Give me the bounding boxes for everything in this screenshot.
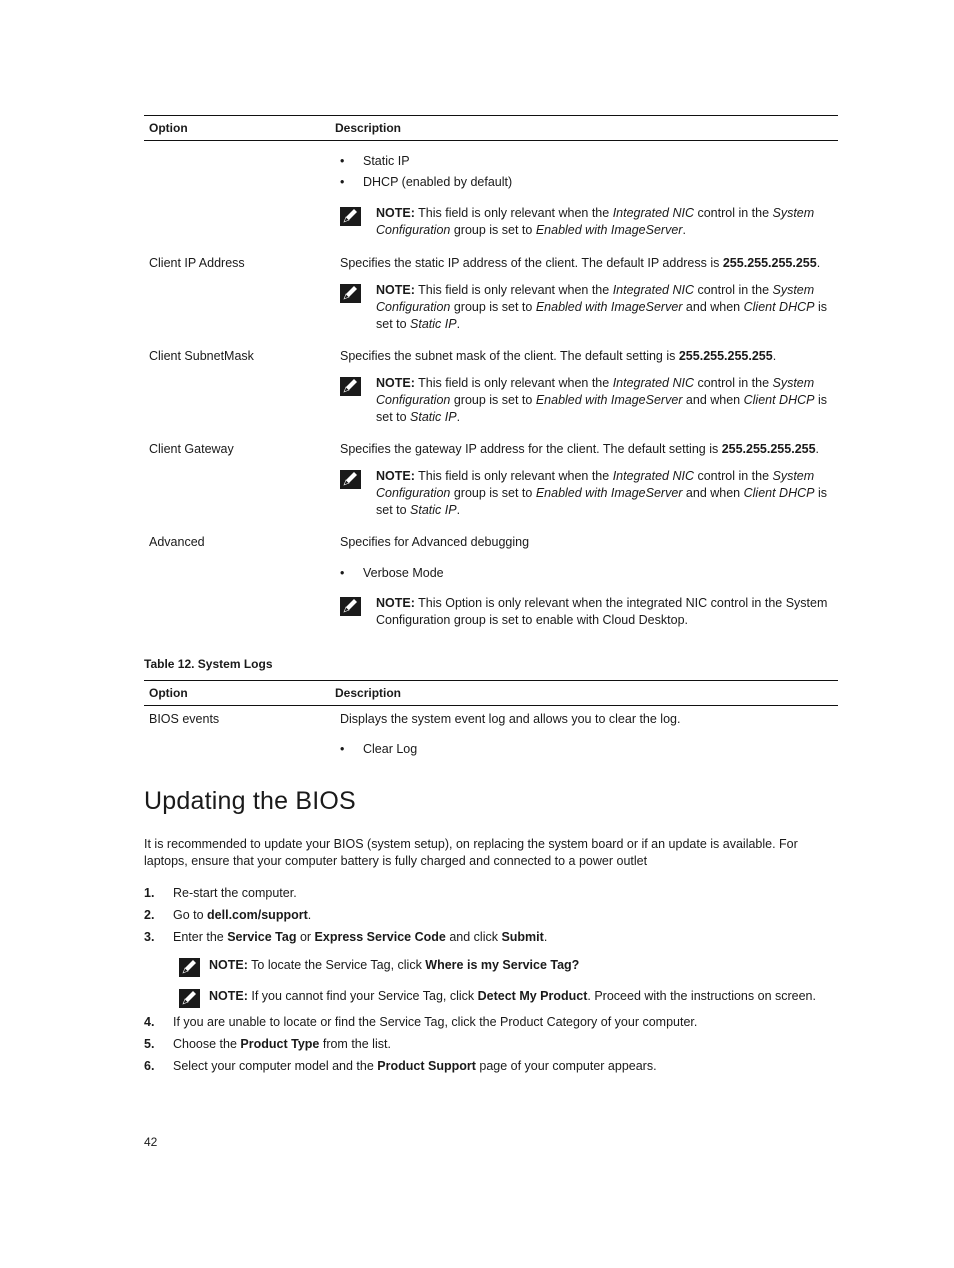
system-logs-table (144, 680, 838, 756)
note-pencil-icon (340, 470, 361, 489)
header-description: Description (335, 685, 402, 700)
page-number: 42 (144, 1135, 158, 1149)
option-cell: Client Gateway (149, 442, 234, 456)
note-box: NOTE: This Option is only relevant when the integrated NIC control in the System Configuration group is set to enable with Cloud Desktop. (340, 595, 838, 629)
description-cell: Specifies the static IP address of the client. The default IP address is 255.255.255.255. (340, 256, 821, 270)
option-cell: BIOS events (149, 712, 220, 726)
header-option: Option (149, 120, 188, 135)
description-cell: Specifies for Advanced debugging (340, 535, 530, 549)
option-cell: Client SubnetMask (149, 349, 254, 363)
note-box: NOTE: This field is only relevant when the Integrated NIC control in the System Configuration group is set to Enabled with ImageServer and when Client DHCP is set to Static IP. (340, 375, 838, 426)
header-option: Option (149, 685, 188, 700)
note-pencil-icon (340, 207, 361, 226)
table-caption: Table 12. System Logs (144, 657, 273, 671)
description-cell: Specifies the gateway IP address for the client. The default setting is 255.255.255.255. (340, 442, 820, 456)
note-pencil-icon (340, 597, 361, 616)
option-cell: Advanced (149, 535, 205, 549)
table-header (144, 115, 838, 141)
intro-paragraph: It is recommended to update your BIOS (system setup), on replacing the system board or if an update is available. For laptops, ensure that your computer battery is fully charged and connected to a power outlet (144, 837, 798, 868)
note-box: NOTE: This field is only relevant when the Integrated NIC control in the System Configuration group is set to Enabled with ImageServer and when Client DHCP is set to Static IP. (340, 282, 838, 333)
note-box: NOTE: This field is only relevant when the Integrated NIC control in the System Configuration group is set to Enabled with ImageServer and when Client DHCP is set to Static IP. (340, 468, 838, 519)
option-cell: Client IP Address (149, 256, 245, 270)
note-box: NOTE: This field is only relevant when the Integrated NIC control in the System Configuration group is set to Enabled with ImageServer. (340, 205, 838, 239)
list-item: • Clear Log (340, 741, 838, 758)
description-cell: Specifies the subnet mask of the client. The default setting is 255.255.255.255. (340, 349, 777, 363)
note-pencil-icon (179, 989, 200, 1008)
list-item: • DHCP (enabled by default) (340, 174, 838, 191)
header-description: Description (335, 120, 402, 135)
note-pencil-icon (179, 958, 200, 977)
note-pencil-icon (340, 377, 361, 396)
description-cell: Displays the system event log and allows you to clear the log. (340, 712, 681, 726)
options-table (144, 115, 838, 627)
list-item: • Verbose Mode (340, 565, 838, 582)
section-title: Updating the BIOS (144, 787, 356, 815)
table-header (144, 680, 838, 706)
support-link[interactable]: dell.com/support (207, 908, 308, 922)
list-item: • Static IP (340, 153, 838, 170)
manual-page: Option Description • Static IP • DHCP (enabled by default) NOTE: This field is only relevant when the Integrated NIC control in the System Configuration group is set to Enabled with ImageServer. Client IP Address Specifies the static IP address of the client. The default IP address is 255.255.255.255. NOTE: This field is only relevant when the Integrated NIC control in the System Configuration group is set to Enabled with ImageServer and when Client DHCP is set to Static IP. Client SubnetMask Specifies the subnet mask of the client. The default setting is 255.255.255.255. NOTE: This field is only relevant when the Integrated NIC control in the System Configuration group is set to Enabled with ImageServer and when Client DHCP is set to Static IP. Client Gateway Specifies the gateway IP address for the client. The default setting is 255.255.255.255. NOTE: This field is only relevant when the Integrated NIC control in the System Configuration group is set to Enabled with ImageServer and when Client DHCP is set to Static IP. Advanced Specifies for Advanced debugging • Verbose Mode NOTE: This Option is only relevant when the integrated NIC control in the System Configuration group is set to enable with Cloud Desktop. Table 12. System Logs Option Description BIOS events Displays the system event log and allows you to clear the log. • Clear Log Updating the BIOS It is recommended to update your BIOS (system setup), on replacing the system board or if an update is available. For laptops, ensure that your computer battery is fully charged and connected to a power outlet 1. Re-start the computer. 2. Go to dell.com/support. 3. Enter the Service Tag or Express Service Code and click Submit. NOTE: To locate the Service Tag, click Where is my Service Tag? NOTE: If you cannot find your Service Tag, click Detect My Product. Proceed with the instructions on screen. 4. If you are unable to locate or find the Service Tag, click the Product Category of your computer. 5. Choose the Product Type from the list. 6. Select your computer model and the Product Support page of your computer appears. 42 (0, 0, 954, 1268)
note-pencil-icon (340, 284, 361, 303)
